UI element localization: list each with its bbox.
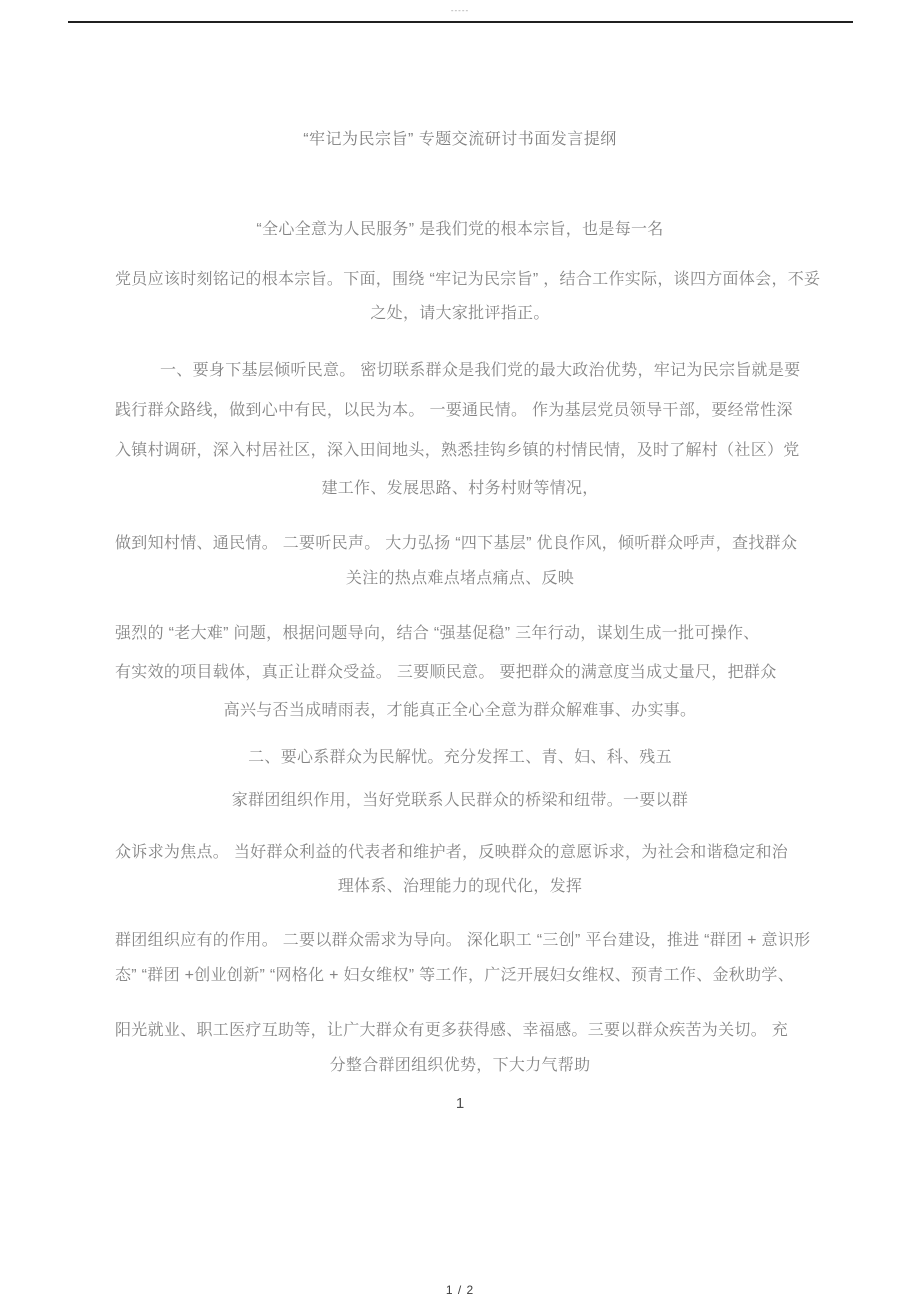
document-line: 强烈的 “老大难” 问题，根据问题导向，结合 “强基促稳” 三年行动，谋划生成一批可操作、 [115, 625, 760, 642]
header-separator-marks: ----- [450, 6, 470, 15]
document-line: 入镇村调研，深入村居社区，深入田间地头，熟悉挂钩乡镇的村情民情，及时了解村（社区）党 [115, 442, 800, 459]
page-number: 1 [455, 1095, 465, 1112]
document-line: 态” “群团 +创业创新” “网格化 + 妇女维权” 等工作，广泛开展妇女维权、预青工作、金秋助学、 [115, 967, 795, 984]
document-line: 建工作、发展思路、村务村财等情况， [321, 480, 599, 497]
document-line: 群团组织应有的作用。 二要以群众需求为导向。 深化职工 “三创” 平台建设，推进 “群团 + 意识形 [115, 932, 811, 949]
document-line: 理体系、治理能力的现代化，发挥 [337, 878, 583, 895]
document-title: “牢记为民宗旨” 专题交流研讨书面发言提纲 [303, 131, 617, 148]
document-line: 高兴与否当成晴雨表，才能真正全心全意为群众解难事、办实事。 [223, 702, 697, 719]
document-line: 家群团组织作用，当好党联系人民群众的桥梁和纽带。一要以群 [231, 792, 689, 809]
document-line: 之处，请大家批评指正。 [370, 305, 550, 322]
header-rule [68, 21, 853, 23]
document-line: 分整合群团组织优势，下大力气帮助 [329, 1057, 591, 1074]
document-line: 做到知村情、通民情。 二要听民声。 大力弘扬 “四下基层” 优良作风，倾听群众呼声，查找群众 [115, 535, 798, 552]
document-line: “全心全意为人民服务” 是我们党的根本宗旨，也是每一名 [256, 221, 664, 238]
document-line: 阳光就业、职工医疗互助等，让广大群众有更多获得感、幸福感。三要以群众疾苦为关切。 充 [115, 1022, 789, 1039]
document-line: 有实效的项目载体，真正让群众受益。 三要顺民意。 要把群众的满意度当成丈量尺，把群众 [115, 664, 777, 681]
document-line: 二、要心系群众为民解忧。充分发挥工、青、妇、科、残五 [248, 749, 672, 766]
document-line: 关注的热点难点堵点痛点、反映 [345, 570, 575, 587]
document-line: 践行群众路线，做到心中有民，以民为本。 一要通民情。 作为基层党员领导干部，要经常性深 [115, 402, 793, 419]
document-line: 一、要身下基层倾听民意。 密切联系群众是我们党的最大政治优势，牢记为民宗旨就是要 [160, 362, 801, 379]
document-line: 党员应该时刻铭记的根本宗旨。下面，围绕 “牢记为民宗旨” ，结合工作实际，谈四方面体会，不妥 [115, 271, 821, 288]
document-line: 众诉求为焦点。 当好群众利益的代表者和维护者，反映群众的意愿诉求，为社会和谐稳定和治 [115, 844, 789, 861]
footer-page-indicator: 1 / 2 [445, 1283, 475, 1297]
